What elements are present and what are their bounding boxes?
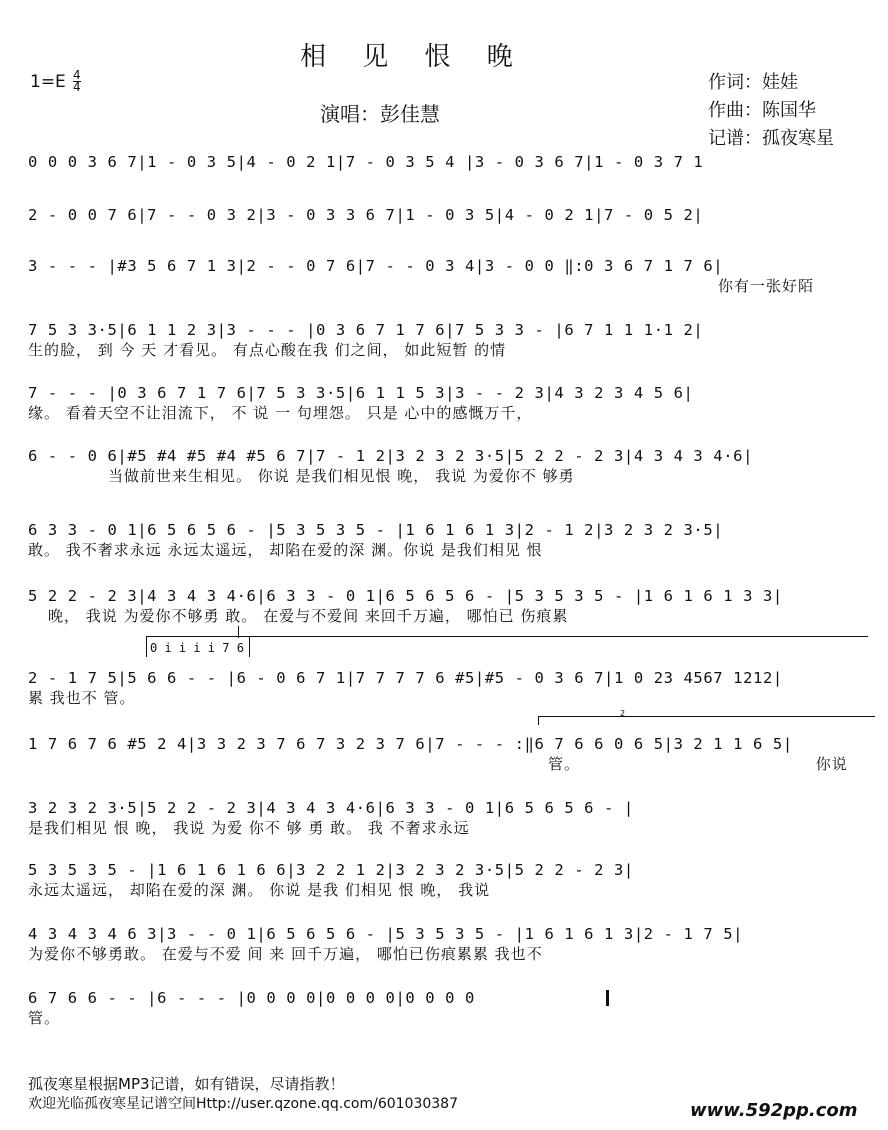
- score-line-1: [28, 152, 888, 192]
- grace-note-tick: [238, 626, 239, 638]
- visit-link[interactable]: 欢迎光临孤夜寒星记谱空间Http://user.qzone.qq.com/601030387: [28, 1096, 458, 1112]
- notes: 5 2 2 - 2 3|4 3 4 3 4·6|6 3 3 - 0 1|6 5 6 5 6 - |5 3 5 3 5 - |1 6 1 6 1 3 3|: [28, 587, 783, 605]
- notes: 6 - - 0 6|#5 #4 #5 #4 #5 6 7|7 - 1 2|3 2 3 2 3·5|5 2 2 - 2 3|4 3 4 3 4·6|: [28, 447, 754, 465]
- lyrics: [28, 225, 888, 245]
- notes: 6 3 3 - 0 1|6 5 6 5 6 - |5 3 5 3 5 - |1 6 1 6 1 3|2 - 1 2|3 2 3 2 3·5|: [28, 521, 724, 539]
- score-line-12: [28, 860, 888, 900]
- song-title: 相 见 恨 晚: [300, 42, 527, 72]
- lyrics: 晚， 我说 为爱你不够勇 敢。 在爱与不爱间 来回千万遍， 哪怕已 伤痕累: [48, 607, 569, 625]
- composer: 作曲：陈国华: [708, 100, 816, 121]
- score-line-9: [28, 668, 888, 708]
- volta-number: 2: [620, 709, 626, 718]
- lyrics: 生的脸， 到 今 天 才看见。 有点心酸在我 们之间， 如此短暂 的情: [28, 341, 507, 359]
- lyrics: 累 我也不 管。: [28, 689, 136, 707]
- notes: 7 - - - |0 3 6 7 1 7 6|7 5 3 3·5|6 1 1 5 3|3 - - 2 3|4 3 2 3 4 5 6|: [28, 384, 694, 402]
- notes: 0 0 0 3 6 7|1 - 0 3 5|4 - 0 2 1|7 - 0 3 5 4 |3 - 0 3 6 7|1 - 0 3 7 1: [28, 153, 704, 171]
- lyrics: 永远太遥远， 却陷在爱的深 渊。 你说 是我 们相见 恨 晚， 我说: [28, 881, 491, 899]
- lyrics: 当做前世来生相见。 你说 是我们相见恨 晚， 我说 为爱你不 够勇: [108, 467, 575, 485]
- lyrics: [28, 172, 888, 192]
- meter-bottom: 4: [73, 80, 81, 94]
- notes: 2 - 0 0 7 6|7 - - 0 3 2|3 - 0 3 3 6 7|1 - 0 3 5|4 - 0 2 1|7 - 0 5 2|: [28, 206, 704, 224]
- score-line-2: [28, 205, 888, 245]
- score-line-14: [28, 988, 888, 1028]
- lyrics: 敢。 我不奢求永远 永远太遥远， 却陷在爱的深 渊。你说 是我们相见 恨: [28, 541, 543, 559]
- site-watermark: www.592pp.com: [690, 1100, 858, 1121]
- final-barline: [606, 990, 609, 1006]
- notes: 3 - - - |#3 5 6 7 1 3|2 - - 0 7 6|7 - - 0 3 4|3 - 0 0 ‖:0 3 6 7 1 7 6|: [28, 257, 724, 275]
- score-line-13: [28, 924, 888, 964]
- score-line-10: [28, 734, 888, 774]
- notes: 3 2 3 2 3·5|5 2 2 - 2 3|4 3 4 3 4·6|6 3 3 - 0 1|6 5 6 5 6 - |: [28, 799, 634, 817]
- notes: 7 5 3 3·5|6 1 1 2 3|3 - - - |0 3 6 7 1 7 6|7 5 3 3 - |6 7 1 1 1·1 2|: [28, 321, 704, 339]
- score-line-4: [28, 320, 888, 360]
- lyrics: 管。: [28, 1009, 61, 1027]
- notes: 2 - 1 7 5|5 6 6 - - |6 - 0 6 7 1|7 7 7 7 6 #5|#5 - 0 3 6 7|1 0 23 4567 1212|: [28, 669, 783, 687]
- singer: 演唱：彭佳慧: [320, 102, 440, 126]
- transcriber-note: 孤夜寒星根据MP3记谱，如有错误，尽请指教！: [28, 1075, 345, 1093]
- notes: 6 7 6 6 - - |6 - - - |0 0 0 0|0 0 0 0|0 0 0 0: [28, 989, 475, 1007]
- volta-bracket: [538, 716, 875, 725]
- key-signature: 1=E: [30, 72, 66, 92]
- lyricist: 作词：娃娃: [708, 72, 798, 93]
- time-signature: [73, 70, 81, 93]
- notes: 5 3 5 3 5 - |1 6 1 6 1 6 6|3 2 2 1 2|3 2 3 2 3·5|5 2 2 - 2 3|: [28, 861, 634, 879]
- notes: 4 3 4 3 4 6 3|3 - - 0 1|6 5 6 5 6 - |5 3 5 3 5 - |1 6 1 6 1 3|2 - 1 7 5|: [28, 925, 744, 943]
- meter-top: 4: [73, 68, 81, 82]
- score-line-6: [28, 446, 888, 486]
- score-line-3: [28, 256, 888, 296]
- score-line-5: [28, 383, 888, 423]
- score-line-11: [28, 798, 888, 838]
- divider-line: [250, 636, 868, 637]
- lyrics: 为爱你不够勇敢。 在爱与不爱 间 来 回千万遍， 哪怕已伤痕累累 我也不: [28, 945, 543, 963]
- score-line-7: [28, 520, 888, 560]
- score-line-8: [28, 586, 888, 626]
- lyrics: 是我们相见 恨 晚， 我说 为爱 你不 够 勇 敢。 我 不奢求永远: [28, 819, 470, 837]
- transcriber: 记谱：孤夜寒星: [708, 128, 834, 149]
- grace-notes: 0 i i i i 7 6: [150, 641, 244, 655]
- lyrics: 管。 你说: [548, 755, 848, 773]
- notes: 1 7 6 7 6 #5 2 4|3 3 2 3 7 6 7 3 2 3 7 6|7 - - - :‖6 7 6 6 0 6 5|3 2 1 1 6 5|: [28, 735, 793, 753]
- lyrics: 缘。 看着天空不让泪流下， 不 说 一 句埋怨。 只是 心中的感慨万千，: [28, 404, 533, 422]
- lyrics: 你有一张好陌: [718, 277, 815, 295]
